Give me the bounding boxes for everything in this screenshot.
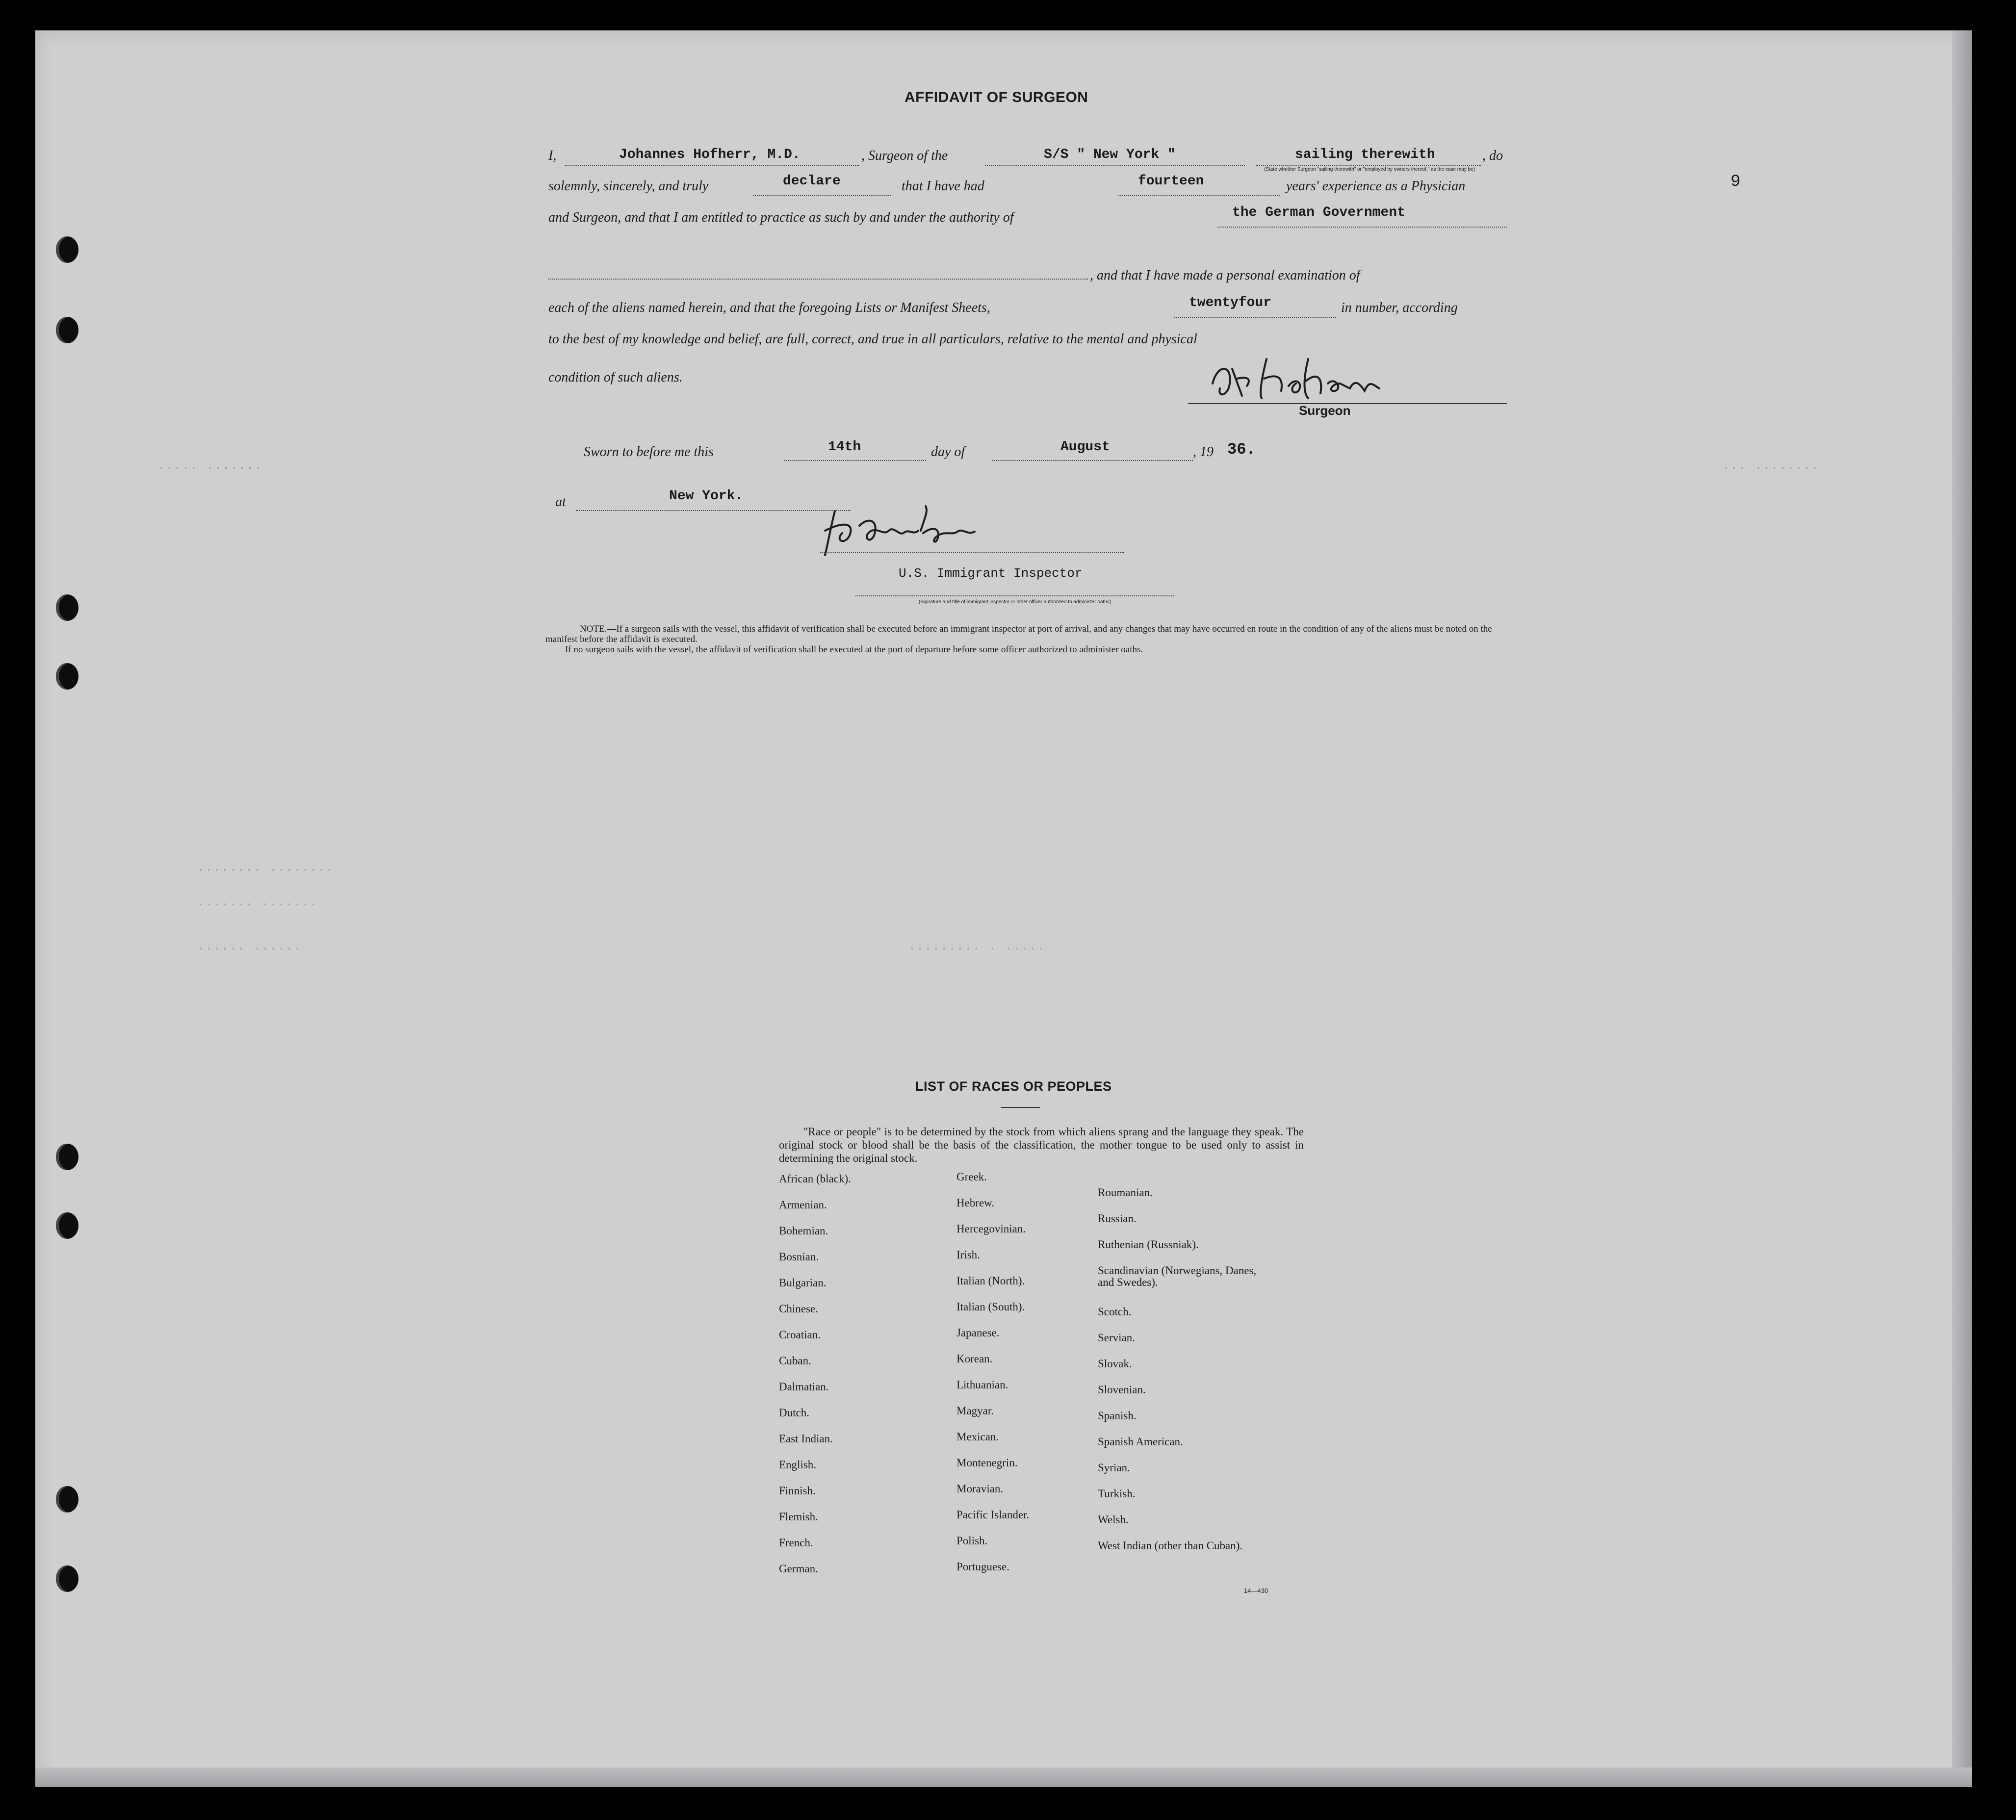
race-item: African (black). [779, 1173, 851, 1185]
race-item: Magyar. [956, 1405, 994, 1417]
surgeon-signature-icon [1203, 349, 1428, 408]
text-i: I, [548, 148, 557, 163]
race-item: Turkish. [1098, 1487, 1136, 1500]
race-item: Ruthenian (Russniak). [1098, 1238, 1199, 1251]
sheets-count: twentyfour [1189, 295, 1272, 310]
race-item: Portuguese. [956, 1561, 1009, 1573]
authority: the German Government [1232, 205, 1405, 220]
text-surgeon-of-the: , Surgeon of the [861, 148, 948, 163]
text-sworn: Sworn to before me this [584, 444, 714, 460]
affidavit-title: AFFIDAVIT OF SURGEON [905, 89, 1088, 105]
page-edge-strip [1952, 30, 1972, 1787]
race-item: Dalmatian. [779, 1381, 829, 1393]
race-item: Bohemian. [779, 1225, 828, 1237]
race-item: Spanish American. [1098, 1435, 1183, 1448]
bleed-through-text: ··· ········ [1723, 462, 1819, 475]
race-item: Moravian. [956, 1483, 1004, 1495]
surgeon-name-field [565, 147, 859, 166]
note-paragraph-2: If no surgeon sails with the vessel, the affidavit of verification shall be executed at the port of departure before some officer authorized to administer oaths. [565, 644, 1143, 655]
race-item: Polish. [956, 1535, 988, 1547]
sworn-year: 36. [1227, 440, 1256, 459]
race-item: Bosnian. [779, 1251, 819, 1263]
race-item: Scotch. [1098, 1306, 1132, 1318]
sworn-day: 14th [828, 439, 861, 455]
races-column-3 [1098, 1187, 1328, 1569]
races-title-underline [1001, 1106, 1040, 1108]
text-year-prefix: , 19 [1193, 444, 1214, 460]
binder-hole-icon [56, 317, 78, 343]
race-item: Mexican. [956, 1431, 999, 1443]
race-item: Cuban. [779, 1355, 811, 1367]
race-item: Roumanian. [1098, 1186, 1153, 1199]
vessel-name: S/S " New York " [1044, 147, 1176, 162]
years-experience: fourteen [1138, 174, 1204, 189]
race-item: Korean. [956, 1353, 993, 1365]
race-item: Flemish. [779, 1511, 818, 1523]
text-day-of: day of [931, 444, 965, 460]
race-item: Italian (North). [956, 1275, 1025, 1287]
text-and-surgeon: and Surgeon, and that I am entitled to practice as such by and under the authority of [548, 210, 1014, 225]
form-number: 14—430 [1244, 1587, 1268, 1594]
sworn-place-field [576, 488, 851, 511]
binder-hole-icon [56, 663, 78, 690]
race-item: East Indian. [779, 1433, 833, 1445]
sworn-day-field [784, 439, 926, 461]
binder-hole-icon [56, 1144, 78, 1170]
races-title: LIST OF RACES OR PEOPLES [915, 1079, 1112, 1094]
inspector-caption: (Signature and title of immigrant inspector or other officer authorized to administer oaths) [918, 599, 1111, 605]
race-item: Slovenian. [1098, 1384, 1146, 1396]
binder-hole-icon [56, 1212, 78, 1239]
race-item: Hebrew. [956, 1197, 995, 1209]
surgeon-label: Surgeon [1299, 403, 1351, 418]
race-item: Irish. [956, 1249, 980, 1261]
race-item: Spanish. [1098, 1410, 1137, 1422]
text-at: at [555, 494, 566, 510]
race-item: Chinese. [779, 1303, 818, 1315]
vessel-field [985, 147, 1245, 166]
races-column-1 [779, 1173, 946, 1589]
authority-continuation-field [548, 264, 1088, 280]
race-item: Armenian. [779, 1199, 827, 1211]
text-do: , do [1482, 148, 1503, 163]
race-item: Croatian. [779, 1329, 821, 1341]
race-item: Montenegrin. [956, 1457, 1018, 1469]
authority-field [1217, 205, 1507, 228]
affidavit-note [545, 624, 1507, 655]
race-item: German. [779, 1563, 818, 1575]
text-personal-exam: , and that I have made a personal examination of [1090, 268, 1360, 283]
race-item: Servian. [1098, 1332, 1136, 1344]
years-field [1118, 174, 1280, 196]
surgeon-status: sailing therewith [1295, 147, 1435, 162]
bleed-through-text: ······ ······ [197, 943, 302, 956]
race-item: Bulgarian. [779, 1277, 827, 1289]
bleed-through-text: ········ ········ [197, 864, 334, 877]
note-paragraph-1: NOTE.—If a surgeon sails with the vessel, this affidavit of verification shall be executed before an immigrant inspector at port of arrival, and any changes that may have occurred en route in the condition of any of the aliens must be noted on the manifest before the affidavit is executed. [545, 624, 1492, 644]
race-item: English. [779, 1459, 817, 1471]
sheets-count-field [1174, 295, 1336, 318]
race-item: Syrian. [1098, 1461, 1130, 1474]
inspector-title-line [855, 594, 1174, 596]
race-item: Hercegovinian. [956, 1223, 1026, 1235]
page-bottom-strip [35, 1768, 1972, 1787]
text-solemnly: solemnly, sincerely, and truly [548, 179, 709, 194]
race-item: Italian (South). [956, 1301, 1025, 1313]
text-years-experience: years' experience as a Physician [1286, 179, 1466, 194]
binder-hole-icon [56, 236, 78, 263]
race-item: Welsh. [1098, 1513, 1129, 1526]
race-item: Greek. [956, 1171, 987, 1183]
races-intro: "Race or people" is to be determined by the stock from which aliens sprang and the language they speak. The original stock or blood shall be the basis of the classification, the mother tongue to be used only to assist in determining the original stock. [779, 1126, 1304, 1164]
race-item: Scandinavian (Norwegians, Danes, and Swedes). [1098, 1264, 1257, 1288]
race-item: Slovak. [1098, 1358, 1132, 1370]
race-item: Dutch. [779, 1407, 809, 1419]
status-note: (State whether Surgeon "sailing therewith" or "employed by owners thereof," as the case may be) [1264, 167, 1475, 172]
inspector-signature-line [820, 551, 1124, 553]
sworn-month: August [1060, 439, 1110, 455]
declaration-field [753, 174, 891, 196]
race-item: Lithuanian. [956, 1379, 1008, 1391]
document-page [35, 30, 1972, 1787]
race-item: West Indian (other than Cuban). [1098, 1539, 1243, 1552]
binder-hole-icon [56, 1486, 78, 1512]
race-item: French. [779, 1537, 813, 1549]
text-that-i-have-had: that I have had [902, 179, 984, 194]
race-item: Russian. [1098, 1212, 1137, 1225]
text-each-of-aliens: each of the aliens named herein, and that the foregoing Lists or Manifest Sheets, [548, 300, 990, 315]
text-condition: condition of such aliens. [548, 370, 683, 385]
sworn-place: New York. [669, 488, 744, 504]
text-best-of-knowledge: to the best of my knowledge and belief, are full, correct, and true in all particulars, relative to the mental and physical [548, 332, 1197, 347]
bleed-through-text: ········· · ····· [908, 943, 1045, 956]
bleed-through-text: ····· ······· [158, 462, 263, 475]
race-item: Finnish. [779, 1485, 816, 1497]
declaration: declare [783, 174, 841, 189]
page-number: 9 [1731, 173, 1741, 191]
bleed-through-text: ······· ······· [197, 898, 318, 912]
binder-hole-icon [56, 1565, 78, 1592]
sworn-month-field [992, 439, 1193, 461]
surgeon-name: Johannes Hofherr, M.D. [619, 147, 801, 162]
status-field [1256, 147, 1481, 166]
text-in-number: in number, according [1341, 300, 1458, 315]
race-item: Japanese. [956, 1327, 1000, 1339]
binder-hole-icon [56, 594, 78, 621]
race-item: Pacific Islander. [956, 1509, 1030, 1521]
inspector-title: U.S. Immigrant Inspector [899, 566, 1083, 581]
